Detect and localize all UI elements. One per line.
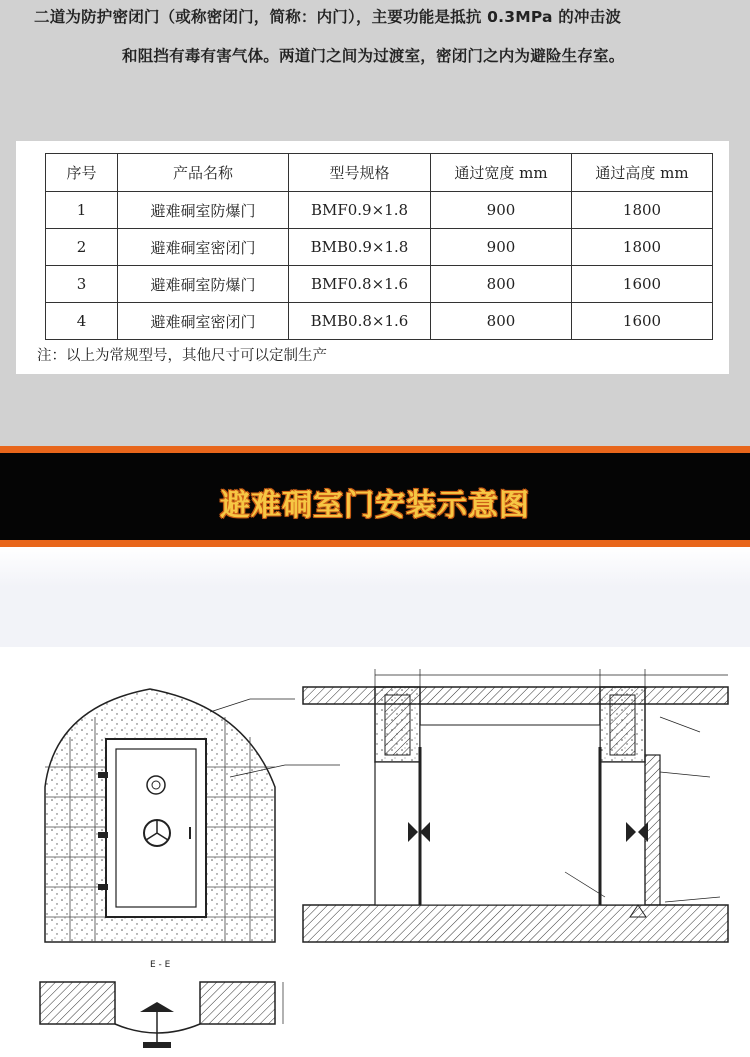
table-note: 注：以上为常规型号，其他尺寸可以定制生产 (37, 348, 327, 364)
header-cell: 产品名称 (118, 154, 289, 192)
header-cell: 通过高度 mm (572, 154, 713, 192)
table-row (46, 303, 713, 340)
table-cell: 4 (46, 303, 118, 340)
banner-bottom-stripe (0, 540, 750, 547)
table-cell: BMF0.9×1.8 (289, 192, 431, 229)
header-cell: 序号 (46, 154, 118, 192)
header-cell: 型号规格 (289, 154, 431, 192)
table-cell: 1800 (572, 192, 713, 229)
table-cell: 1 (46, 192, 118, 229)
table-row (46, 229, 713, 266)
table-cell: 避难硐室防爆门 (118, 266, 289, 303)
table-cell: BMF0.8×1.6 (289, 266, 431, 303)
ee-section (40, 960, 283, 1048)
table-cell: 1600 (572, 303, 713, 340)
table-cell: 避难硐室密闭门 (118, 229, 289, 266)
table-cell: 900 (431, 192, 572, 229)
intro-line-2: 和阻挡有毒有害气体。两道门之间为过渡室，密闭门之内为避险生存室。 (122, 47, 625, 65)
section-label: E - E (150, 960, 171, 970)
table-header-row (46, 154, 713, 192)
table-cell: 1800 (572, 229, 713, 266)
table-cell: 避难硐室防爆门 (118, 192, 289, 229)
table-cell: 3 (46, 266, 118, 303)
spacer-band (0, 547, 750, 647)
table-cell: 800 (431, 303, 572, 340)
header-cell: 通过宽度 mm (431, 154, 572, 192)
table-cell: BMB0.8×1.6 (289, 303, 431, 340)
section-banner (0, 453, 750, 540)
installation-drawing-svg (0, 647, 750, 1057)
banner-top-stripe (0, 446, 750, 453)
tunnel-elevation (45, 689, 340, 942)
table-cell: 900 (431, 229, 572, 266)
table-row (46, 266, 713, 303)
table-cell: 800 (431, 266, 572, 303)
table-cell: 1600 (572, 266, 713, 303)
intro-line-1: 二道为防护密闭门（或称密闭门，简称：内门），主要功能是抵抗 0.3MPa 的冲击波 (34, 8, 622, 26)
table-cell: 2 (46, 229, 118, 266)
table-row (46, 192, 713, 229)
spec-table (45, 153, 713, 340)
installation-drawing (0, 647, 750, 1057)
banner-title: 避难硐室门安装示意图 (220, 488, 530, 523)
table-cell: 避难硐室密闭门 (118, 303, 289, 340)
chamber-section (303, 669, 728, 942)
top-section (0, 0, 750, 447)
spec-table-card (16, 141, 729, 374)
table-cell: BMB0.9×1.8 (289, 229, 431, 266)
